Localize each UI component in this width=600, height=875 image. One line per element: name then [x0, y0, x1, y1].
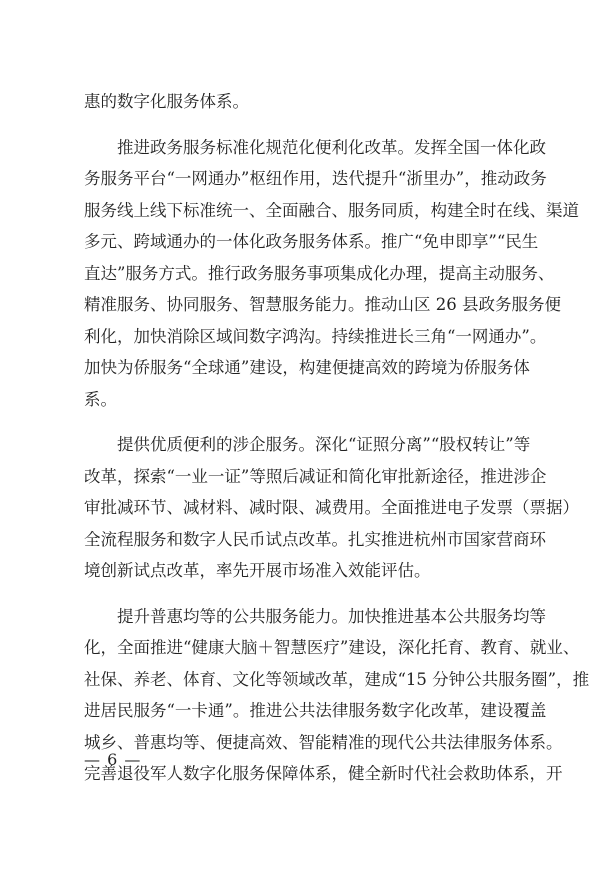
- text-line: 境创新试点改革，率先开展市场准入效能评估。: [84, 561, 431, 580]
- paragraph: [84, 429, 579, 587]
- text-line: 务服务平台“一网通办”枢纽作用，迭代提升“浙里办”，推动政务: [84, 169, 547, 188]
- text-line: 审批减环节、减材料、减时限、减费用。全面推进电子发票（票据）: [84, 498, 579, 517]
- text-line: 加快为侨服务“全球通”建设，构建便捷高效的跨境为侨服务体: [84, 358, 530, 377]
- text-line: 提升普惠均等的公共服务能力。加快推进基本公共服务均等: [84, 606, 546, 626]
- text-line: 直达”服务方式。推行政务服务事项集成化办理，提高主动服务、: [84, 263, 555, 283]
- paragraph: [84, 601, 590, 790]
- text-line: 社保、养老、体育、文化等领域改革，建成“15 分钟公共服务圈”，推: [84, 669, 590, 689]
- text-line: 完善退役军人数字化服务保障体系，健全新时代社会救助体系，开: [84, 764, 563, 783]
- text-line: 化，全面推进“健康大脑＋智慧医疗”建设，深化托育、教育、就业、: [84, 638, 580, 657]
- text-line: 提供优质便利的涉企服务。深化“证照分离”“股权转让”等: [84, 435, 531, 454]
- text-line: 惠的数字化服务体系。: [84, 92, 249, 111]
- text-line: 利化，加快消除区域间数字鸿沟。持续推进长三角“一网通办”。: [84, 326, 547, 346]
- page-number: — 6 —: [84, 750, 142, 769]
- text-line: 系。: [84, 389, 117, 409]
- text-line: 服务线上线下标准统一、全面融合、服务同质，构建全时在线、渠道: [84, 200, 579, 220]
- body-text: [84, 86, 590, 790]
- text-line: 改革，探索“一业一证”等照后减证和简化审批新途径，推进涉企: [84, 466, 547, 486]
- text-line: 全流程服务和数字人民币试点改革。扎实推进杭州市国家营商环: [84, 529, 546, 549]
- text-line: 精准服务、协同服务、智慧服务能力。推动山区 26 县政务服务便: [84, 295, 561, 314]
- paragraph-gap: [84, 587, 524, 601]
- text-line: 多元、跨域通办的一体化政务服务体系。推广“免申即享”“民生: [84, 232, 539, 251]
- paragraph: [84, 132, 579, 416]
- text-line: 城乡、普惠均等、便捷高效、智能精准的现代公共法律服务体系。: [84, 732, 563, 752]
- text-line: 推进政务服务标准化规范化便利化改革。发挥全国一体化政: [84, 137, 546, 157]
- paragraph-gap: [84, 415, 524, 429]
- paragraph-gap: [84, 118, 524, 132]
- paragraph: [84, 86, 524, 118]
- text-line: 进居民服务“一卡通”。推进公共法律服务数字化改革，建设覆盖: [84, 701, 547, 720]
